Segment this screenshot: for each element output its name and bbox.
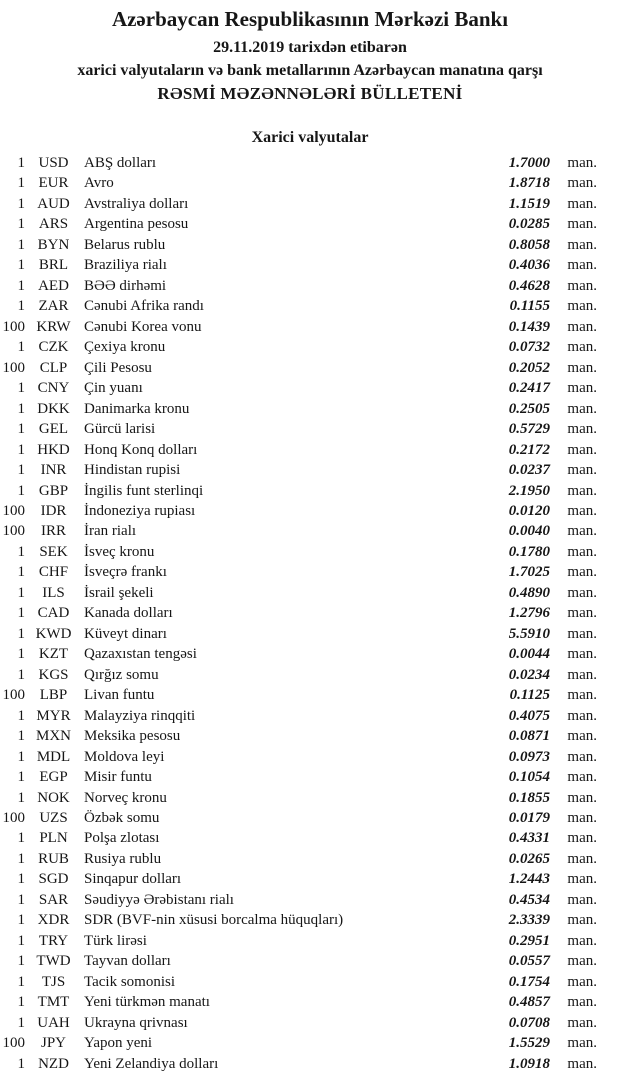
- currency-rate-value: 0.2951: [508, 932, 550, 949]
- currency-rate-value: 0.1125: [509, 687, 550, 704]
- currency-quantity: 1: [17, 646, 25, 663]
- currency-quantity: 100: [2, 1035, 25, 1052]
- currency-quantity: 100: [2, 502, 25, 519]
- currency-quantity: 1: [17, 155, 25, 171]
- currency-name: BƏƏ dirhəmi: [84, 277, 167, 294]
- rate-unit-label: man.: [567, 769, 597, 786]
- currency-rate-value: 0.1754: [508, 973, 550, 990]
- rate-unit-label: man.: [567, 871, 597, 888]
- rate-unit-label: man.: [567, 584, 597, 601]
- currency-name: SDR (BVF-nin xüsusi borcalma hüquqları): [84, 912, 344, 929]
- currency-code: IRR: [40, 523, 66, 540]
- currency-name: İngilis funt sterlinqi: [84, 482, 204, 499]
- currency-row: [0, 501, 620, 521]
- currency-row: [0, 624, 620, 644]
- currency-row: [0, 972, 620, 992]
- currency-name: Moldova leyi: [84, 748, 165, 765]
- currency-code: KRW: [36, 318, 71, 335]
- currency-code: MDL: [36, 748, 71, 765]
- rate-unit-label: man.: [567, 973, 597, 990]
- currency-rate-value: 0.4857: [508, 994, 550, 1011]
- currency-code: AUD: [37, 195, 70, 212]
- currency-row: [0, 1033, 620, 1053]
- currency-row: [0, 399, 620, 419]
- currency-code: SGD: [38, 871, 69, 888]
- rate-unit-label: man.: [567, 748, 597, 765]
- currency-row: [0, 665, 620, 685]
- currency-code: NOK: [37, 789, 70, 806]
- currency-code: USD: [38, 155, 69, 171]
- currency-rate-value: 1.2443: [508, 871, 550, 888]
- rate-unit-label: man.: [567, 277, 597, 294]
- currency-code: KWD: [35, 625, 72, 642]
- rate-unit-label: man.: [567, 891, 597, 908]
- currency-name: Cənubi Korea vonu: [84, 318, 202, 335]
- currency-rate-value: 0.0871: [508, 728, 550, 745]
- currency-name: Danimarka kronu: [84, 400, 190, 417]
- currency-name: ABŞ dolları: [84, 155, 157, 171]
- rate-unit-label: man.: [567, 707, 597, 724]
- currency-row: [0, 562, 620, 582]
- rate-unit-label: man.: [567, 666, 597, 683]
- rate-unit-label: man.: [567, 728, 597, 745]
- currency-quantity: 1: [17, 298, 25, 315]
- currency-row: [0, 644, 620, 664]
- currency-code: DKK: [37, 400, 70, 417]
- currency-code: CLP: [39, 359, 68, 376]
- currency-row: [0, 828, 620, 848]
- currency-row: [0, 603, 620, 623]
- currency-row: [0, 521, 620, 541]
- currency-row: [0, 194, 620, 214]
- currency-code: HKD: [37, 441, 70, 458]
- currency-rate-value: 1.8718: [508, 175, 550, 192]
- currency-rate-value: 5.5910: [508, 625, 550, 642]
- currency-row: [0, 173, 620, 193]
- currency-quantity: 1: [17, 543, 25, 560]
- currency-name: İsrail şekeli: [84, 584, 154, 601]
- currency-rate-value: 0.1439: [508, 318, 550, 335]
- currency-rate-value: 0.1054: [508, 769, 550, 786]
- currency-quantity: 1: [17, 728, 25, 745]
- rate-unit-label: man.: [567, 175, 597, 192]
- currency-code: GEL: [38, 421, 69, 438]
- currency-rate-value: 0.4628: [508, 277, 550, 294]
- currency-code: KGS: [38, 666, 69, 683]
- currency-quantity: 1: [17, 973, 25, 990]
- currency-code: BRL: [38, 257, 69, 274]
- currency-code: AED: [38, 277, 69, 294]
- currency-rate-value: 0.2417: [508, 380, 550, 397]
- currency-rate-value: 0.5729: [508, 421, 550, 438]
- subtitle-line: xarici valyutaların və bank metallarının Azərbaycan manatına qarşı: [77, 62, 543, 79]
- currency-rate-value: 2.1950: [508, 482, 550, 499]
- currency-rate-value: 0.0179: [508, 810, 550, 826]
- currency-name: Özbək somu: [84, 810, 160, 826]
- rate-unit-label: man.: [567, 523, 597, 540]
- currency-name: İsveç kronu: [84, 543, 155, 560]
- currency-rate-value: 2.3339: [508, 912, 550, 929]
- currency-code: EGP: [39, 769, 68, 786]
- currency-rate-value: 0.0265: [508, 850, 550, 867]
- rate-unit-label: man.: [567, 1014, 597, 1031]
- currency-row: [0, 726, 620, 746]
- rate-unit-label: man.: [567, 564, 597, 581]
- currency-code: MXN: [35, 728, 71, 745]
- rate-unit-label: man.: [567, 257, 597, 274]
- currency-name: Qazaxıstan tengəsi: [84, 646, 197, 663]
- currency-row: [0, 440, 620, 460]
- rate-unit-label: man.: [567, 216, 597, 233]
- currency-row: [0, 767, 620, 787]
- currency-code: KZT: [38, 646, 69, 663]
- currency-code: TRY: [38, 932, 69, 949]
- currency-row: [0, 317, 620, 337]
- currency-row: [0, 910, 620, 930]
- currency-code: ZAR: [38, 298, 69, 315]
- rate-unit-label: man.: [567, 400, 597, 417]
- currency-row: [0, 1013, 620, 1033]
- rate-unit-label: man.: [567, 789, 597, 806]
- currency-code: JPY: [40, 1035, 66, 1052]
- rate-unit-label: man.: [567, 298, 597, 315]
- currency-quantity: 100: [2, 523, 25, 540]
- currency-code: CNY: [37, 380, 70, 397]
- currency-name: Malayziya rinqqiti: [84, 707, 196, 724]
- rate-unit-label: man.: [567, 462, 597, 479]
- currency-code: BYN: [37, 236, 70, 253]
- currency-row: [0, 542, 620, 562]
- currency-quantity: 1: [17, 666, 25, 683]
- currency-rate-value: 0.2505: [508, 400, 550, 417]
- currency-name: Honq Konq dolları: [84, 441, 198, 458]
- currency-quantity: 1: [17, 994, 25, 1011]
- currency-row: [0, 419, 620, 439]
- currency-code: GBP: [38, 482, 69, 499]
- rate-unit-label: man.: [567, 830, 597, 847]
- currency-code: LBP: [39, 687, 68, 704]
- currency-code: SEK: [39, 543, 68, 560]
- currency-row: [0, 276, 620, 296]
- currency-quantity: 1: [17, 482, 25, 499]
- currency-rate-value: 0.0044: [508, 646, 550, 663]
- currency-rate-value: 0.0234: [508, 666, 550, 683]
- currency-rates-table: [0, 153, 620, 1074]
- currency-name: Qırğız somu: [84, 666, 159, 683]
- rate-unit-label: man.: [567, 236, 597, 253]
- currency-name: Norveç kronu: [84, 789, 167, 806]
- currency-row: [0, 583, 620, 603]
- currency-quantity: 1: [17, 584, 25, 601]
- rate-unit-label: man.: [567, 441, 597, 458]
- currency-quantity: 1: [17, 1055, 25, 1072]
- currency-name: İndoneziya rupiası: [84, 502, 196, 519]
- rate-unit-label: man.: [567, 810, 597, 826]
- currency-code: EUR: [38, 175, 69, 192]
- currency-rate-value: 0.1155: [509, 298, 550, 315]
- currency-name: Türk lirəsi: [84, 932, 147, 949]
- currency-name: Polşa zlotası: [84, 830, 160, 847]
- currency-code: TWD: [36, 953, 71, 970]
- currency-row: [0, 808, 620, 828]
- currency-name: Livan funtu: [84, 687, 155, 704]
- currency-code: CHF: [38, 564, 69, 581]
- currency-row: [0, 214, 620, 234]
- currency-rate-value: 1.5529: [508, 1035, 550, 1052]
- currency-rate-value: 1.1519: [508, 195, 550, 212]
- currency-quantity: 1: [17, 175, 25, 192]
- currency-name: Belarus rublu: [84, 236, 166, 253]
- currency-name: İsveçrə frankı: [84, 564, 167, 581]
- currency-rate-value: 0.0557: [508, 953, 550, 970]
- currency-rate-value: 1.2796: [508, 605, 550, 622]
- currency-quantity: 1: [17, 257, 25, 274]
- rate-unit-label: man.: [567, 155, 597, 171]
- currency-quantity: 100: [2, 810, 25, 826]
- currency-quantity: 100: [2, 359, 25, 376]
- currency-row: [0, 460, 620, 480]
- rate-unit-label: man.: [567, 953, 597, 970]
- currency-rate-value: 0.2052: [508, 359, 550, 376]
- rate-unit-label: man.: [567, 482, 597, 499]
- currency-quantity: 1: [17, 707, 25, 724]
- currency-name: Tacik somonisi: [84, 973, 176, 990]
- currency-row: [0, 685, 620, 705]
- currency-rate-value: 0.0973: [508, 748, 550, 765]
- currency-name: Səudiyyə Ərəbistanı rialı: [84, 891, 234, 908]
- currency-quantity: 1: [17, 216, 25, 233]
- currency-quantity: 1: [17, 1014, 25, 1031]
- currency-rate-value: 0.2172: [508, 441, 550, 458]
- currency-row: [0, 951, 620, 971]
- currency-quantity: 1: [17, 236, 25, 253]
- currency-row: [0, 1054, 620, 1074]
- currency-name: Tayvan dolları: [84, 953, 171, 970]
- currency-quantity: 1: [17, 789, 25, 806]
- currency-name: Çili Pesosu: [84, 359, 152, 376]
- currency-quantity: 1: [17, 564, 25, 581]
- currency-rate-value: 0.0237: [508, 462, 550, 479]
- currency-quantity: 1: [17, 421, 25, 438]
- effective-date-line: 29.11.2019 tarixdən etibarən: [213, 39, 407, 56]
- currency-name: Rusiya rublu: [84, 850, 162, 867]
- currency-name: Yeni türkmən manatı: [84, 994, 210, 1011]
- currency-code: CZK: [38, 339, 69, 356]
- currency-quantity: 100: [2, 687, 25, 704]
- currency-code: MYR: [36, 707, 71, 724]
- rate-unit-label: man.: [567, 687, 597, 704]
- currency-name: Küveyt dinarı: [84, 625, 167, 642]
- currency-quantity: 1: [17, 195, 25, 212]
- currency-name: Braziliya rialı: [84, 257, 167, 274]
- currency-quantity: 1: [17, 441, 25, 458]
- rate-unit-label: man.: [567, 646, 597, 663]
- currency-code: RUB: [38, 850, 69, 867]
- currency-code: XDR: [37, 912, 70, 929]
- rate-unit-label: man.: [567, 994, 597, 1011]
- currency-quantity: 100: [2, 318, 25, 335]
- currency-name: Meksika pesosu: [84, 728, 181, 745]
- currency-row: [0, 337, 620, 357]
- currency-quantity: 1: [17, 605, 25, 622]
- currency-code: INR: [40, 462, 67, 479]
- bulletin-title: RƏSMİ MƏZƏNNƏLƏRİ BÜLLETENİ: [157, 84, 463, 103]
- currency-rate-value: 0.4890: [508, 584, 550, 601]
- currency-row: [0, 931, 620, 951]
- rate-unit-label: man.: [567, 318, 597, 335]
- currency-code: SAR: [38, 891, 69, 908]
- currency-name: Hindistan rupisi: [84, 462, 181, 479]
- section-title-foreign-currencies: Xarici valyutalar: [251, 129, 369, 146]
- currency-quantity: 1: [17, 625, 25, 642]
- rate-unit-label: man.: [567, 1035, 597, 1052]
- currency-quantity: 1: [17, 462, 25, 479]
- currency-row: [0, 296, 620, 316]
- currency-rate-value: 0.0708: [508, 1014, 550, 1031]
- currency-row: [0, 747, 620, 767]
- currency-name: Yapon yeni: [84, 1035, 153, 1052]
- currency-rate-value: 0.0732: [508, 339, 550, 356]
- currency-code: ARS: [38, 216, 69, 233]
- currency-code: UAH: [37, 1014, 70, 1031]
- currency-name: Yeni Zelandiya dolları: [84, 1055, 219, 1072]
- currency-name: Gürcü larisi: [84, 421, 156, 438]
- currency-name: Argentina pesosu: [84, 216, 189, 233]
- currency-quantity: 1: [17, 380, 25, 397]
- currency-rate-value: 0.4075: [508, 707, 550, 724]
- currency-name: Çin yuanı: [84, 380, 143, 397]
- currency-code: PLN: [39, 830, 68, 847]
- currency-name: Ukrayna qrivnası: [84, 1014, 188, 1031]
- currency-rate-value: 1.7025: [508, 564, 550, 581]
- currency-name: İran rialı: [84, 523, 137, 540]
- currency-quantity: 1: [17, 339, 25, 356]
- currency-row: [0, 235, 620, 255]
- currency-row: [0, 788, 620, 808]
- rate-unit-label: man.: [567, 912, 597, 929]
- currency-name: Cənubi Afrika randı: [84, 298, 204, 315]
- currency-rate-value: 0.4534: [508, 891, 550, 908]
- rate-unit-label: man.: [567, 625, 597, 642]
- rate-unit-label: man.: [567, 339, 597, 356]
- currency-row: [0, 890, 620, 910]
- rate-unit-label: man.: [567, 850, 597, 867]
- currency-rate-value: 0.0285: [508, 216, 550, 233]
- currency-name: Sinqapur dolları: [84, 871, 182, 888]
- currency-rate-value: 0.4036: [508, 257, 550, 274]
- currency-code: TJS: [41, 973, 66, 990]
- currency-rate-value: 0.0040: [508, 523, 550, 540]
- rate-unit-label: man.: [567, 502, 597, 519]
- rate-unit-label: man.: [567, 421, 597, 438]
- currency-name: Çexiya kronu: [84, 339, 166, 356]
- currency-name: Avro: [84, 175, 114, 192]
- rate-unit-label: man.: [567, 605, 597, 622]
- rate-unit-label: man.: [567, 380, 597, 397]
- currency-rate-value: 0.1855: [508, 789, 550, 806]
- currency-rate-value: 1.7000: [508, 155, 550, 171]
- currency-row: [0, 358, 620, 378]
- currency-code: TMT: [37, 994, 70, 1011]
- currency-row: [0, 869, 620, 889]
- currency-rate-value: 0.1780: [508, 543, 550, 560]
- currency-rate-value: 0.4331: [508, 830, 550, 847]
- currency-quantity: 1: [17, 748, 25, 765]
- currency-rate-value: 1.0918: [508, 1055, 550, 1072]
- currency-code: ILS: [42, 584, 65, 601]
- currency-name: Avstraliya dolları: [84, 195, 189, 212]
- currency-quantity: 1: [17, 850, 25, 867]
- currency-name: Misir funtu: [84, 769, 152, 786]
- currency-code: CAD: [37, 605, 70, 622]
- currency-quantity: 1: [17, 871, 25, 888]
- currency-quantity: 1: [17, 830, 25, 847]
- currency-row: [0, 849, 620, 869]
- currency-code: UZS: [39, 810, 68, 826]
- currency-code: NZD: [38, 1055, 69, 1072]
- currency-row: [0, 378, 620, 398]
- rate-unit-label: man.: [567, 1055, 597, 1072]
- rate-unit-label: man.: [567, 932, 597, 949]
- rate-unit-label: man.: [567, 195, 597, 212]
- currency-quantity: 1: [17, 953, 25, 970]
- currency-row: [0, 255, 620, 275]
- currency-quantity: 1: [17, 891, 25, 908]
- currency-row: [0, 481, 620, 501]
- currency-quantity: 1: [17, 932, 25, 949]
- currency-quantity: 1: [17, 277, 25, 294]
- currency-code: IDR: [40, 502, 67, 519]
- currency-rate-value: 0.8058: [508, 236, 550, 253]
- currency-quantity: 1: [17, 400, 25, 417]
- rate-unit-label: man.: [567, 543, 597, 560]
- rate-unit-label: man.: [567, 359, 597, 376]
- bank-title: Azərbaycan Respublikasının Mərkəzi Bankı: [111, 7, 509, 31]
- currency-name: Kanada dolları: [84, 605, 173, 622]
- currency-row: [0, 706, 620, 726]
- currency-row: [0, 153, 620, 173]
- currency-rate-value: 0.0120: [508, 502, 550, 519]
- currency-row: [0, 992, 620, 1012]
- currency-quantity: 1: [17, 769, 25, 786]
- currency-quantity: 1: [17, 912, 25, 929]
